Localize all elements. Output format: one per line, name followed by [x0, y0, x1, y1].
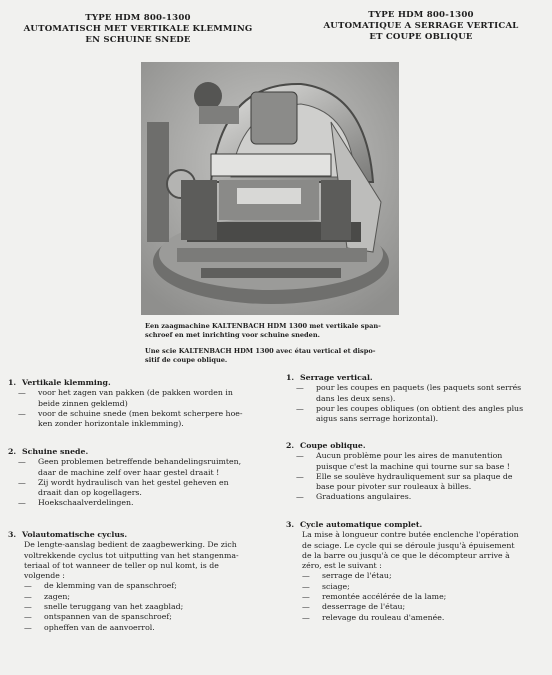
list-item — [302, 582, 550, 592]
list-item — [24, 581, 266, 591]
intro-line: teriaal of tot wanneer de teller op nul komt, is de — [24, 560, 219, 570]
item-line: dans les deux sens). — [316, 393, 396, 403]
item-line: Geen problemen betreffende behandelingsruimten, — [38, 457, 242, 467]
item-text: opheffen van de aanvoerrol. — [44, 622, 155, 632]
dash-marker: — — [302, 602, 310, 612]
dash-marker: — — [302, 581, 310, 591]
item-line: puisque c'est la machine qui tourne sur sa base ! — [316, 461, 510, 471]
dash-marker: — — [24, 581, 32, 591]
title-line: AUTOMATISCH MET VERTIKALE KLEMMING — [23, 24, 253, 34]
list-item — [302, 571, 550, 581]
dash-marker: — — [24, 591, 32, 601]
item-line: voor de schuine snede (men bekomt scherpere hoe- — [38, 408, 243, 418]
intro-line: voltrekkende cyclus tot uitputting van het stangenma- — [24, 550, 239, 560]
item-text: relevage du rouleau d'amenée. — [322, 612, 445, 622]
section-heading — [8, 447, 266, 457]
item-text: desserrage de l'étau; — [322, 602, 406, 612]
list-item — [24, 612, 266, 622]
section-heading — [8, 530, 266, 540]
saw-machine-illustration — [141, 62, 399, 315]
item-line: pour les coupes en paquets (les paquets sont serrés — [316, 383, 522, 393]
title-line: AUTOMATIQUE A SERRAGE VERTICAL — [323, 21, 519, 31]
dash-marker: — — [18, 498, 26, 508]
section-coupe-oblique — [286, 441, 550, 503]
section-heading — [286, 520, 550, 530]
item-line: ken zonder horizontale inklemming). — [38, 419, 184, 429]
dash-marker: — — [24, 602, 32, 612]
list-item — [296, 472, 550, 493]
item-line: Graduations angulaires. — [316, 492, 412, 502]
section-title: Coupe oblique. — [300, 441, 366, 450]
item-line: aigus sans serrage horizontal). — [316, 414, 439, 424]
section-title: Volautomatische cyclus. — [22, 530, 128, 539]
intro-line: volgende : — [24, 571, 65, 581]
list-item — [296, 451, 550, 472]
section-number: 2. — [8, 447, 17, 456]
item-line: pour les coupes obliques (on obtient des angles plus — [316, 403, 524, 413]
section-title: Vertikale klemming. — [22, 378, 111, 387]
caption-line: Een zaagmachine KALTENBACH HDM 1300 met vertikale span- — [145, 322, 381, 330]
list-item — [296, 383, 550, 404]
item-text: de klemming van de spanschroef; — [44, 581, 177, 591]
dash-marker: — — [302, 571, 310, 581]
title-line: EN SCHUINE SNEDE — [85, 35, 191, 45]
title-line: ET COUPE OBLIQUE — [369, 32, 473, 42]
item-text: remontée accélérée de la lame; — [322, 592, 447, 602]
item-line: Hoekschaalverdelingen. — [38, 498, 134, 508]
section-heading — [286, 373, 550, 383]
dash-marker: — — [24, 622, 32, 632]
item-line: Zij wordt hydraulisch van het gestel geheven en — [38, 477, 229, 487]
section-vertikale-klemming — [8, 378, 266, 429]
section-title: Schuine snede. — [22, 447, 89, 456]
item-text: zagen; — [44, 591, 71, 601]
section-body — [8, 540, 266, 633]
photo-caption-dutch — [145, 322, 395, 339]
intro-line: De lengte-aanslag bedient de zaagbewerking. De zich — [24, 540, 237, 550]
section-title: Serrage vertical. — [300, 373, 373, 382]
item-line: daar de machine zelf over haar gestel draait ! — [38, 467, 220, 477]
item-text: ontspannen van de spanschroef; — [44, 612, 172, 622]
caption-line: sitif de coupe oblique. — [145, 355, 228, 364]
list-item — [302, 613, 550, 623]
section-volautomatische-cyclus — [8, 530, 266, 633]
list-item — [302, 602, 550, 612]
item-line: voor het zagen van pakken (de pakken worden in — [38, 388, 233, 398]
intro-line: La mise à longueur contre butée enclenche l'opération — [302, 530, 519, 540]
dash-marker: — — [18, 408, 26, 418]
list-item — [24, 623, 266, 633]
list-item — [18, 478, 266, 499]
item-text: sciage; — [322, 581, 350, 591]
dash-marker: — — [24, 612, 32, 622]
dash-marker: — — [302, 612, 310, 622]
dash-marker: — — [18, 388, 26, 398]
section-number: 1. — [286, 373, 295, 382]
caption-line: Une scie KALTENBACH HDM 1300 avec étau vertical et dispo- — [145, 347, 376, 355]
item-line: beide zinnen geklemd) — [38, 398, 128, 408]
list-item — [24, 602, 266, 612]
dash-marker: — — [296, 451, 304, 461]
list-item — [296, 404, 550, 425]
section-heading — [8, 378, 266, 388]
title-french — [290, 10, 552, 43]
section-title: Cycle automatique complet. — [300, 520, 423, 529]
dash-marker: — — [302, 592, 310, 602]
item-line: Elle se soulève hydrauliquement sur sa plaque de — [316, 471, 513, 481]
list-item — [18, 457, 266, 478]
list-item — [18, 498, 266, 508]
section-number: 1. — [8, 378, 17, 387]
section-serrage-vertical — [286, 373, 550, 424]
photo-caption-french — [145, 347, 395, 364]
section-number: 3. — [286, 520, 295, 529]
section-body — [286, 530, 550, 623]
section-cycle-automatique — [286, 520, 550, 623]
caption-line: schroef en met inrichting voor schuine sneden. — [145, 330, 320, 339]
title-line: TYPE HDM 800-1300 — [85, 13, 191, 23]
item-text: serrage de l'étau; — [322, 571, 392, 581]
item-line: base pour pivoter sur rouleaux à billes. — [316, 482, 472, 492]
section-schuine-snede — [8, 447, 266, 509]
dash-marker: — — [296, 403, 304, 413]
list-item — [18, 388, 266, 409]
dash-marker: — — [296, 383, 304, 393]
item-line: Aucun problème pour les aires de manutention — [316, 451, 503, 461]
dash-marker: — — [296, 492, 304, 502]
machine-photo — [141, 62, 399, 315]
list-item — [24, 592, 266, 602]
dash-marker: — — [18, 477, 26, 487]
section-number: 3. — [8, 530, 17, 539]
intro-line: de sciage. Le cycle qui se déroule jusqu'à épuisement — [302, 540, 515, 550]
intro-line: zéro, est le suivant : — [302, 561, 382, 571]
item-line: draait dan op kogellagers. — [38, 488, 142, 498]
list-item — [296, 492, 550, 502]
item-text: snelle teruggang van het zaagblad; — [44, 602, 184, 612]
list-item — [302, 592, 550, 602]
list-item — [18, 409, 266, 430]
dash-marker: — — [18, 457, 26, 467]
section-number: 2. — [286, 441, 295, 450]
dash-marker: — — [296, 471, 304, 481]
intro-line: de la barre ou jusqu'à ce que le décompteur arrive à — [302, 550, 510, 560]
title-dutch — [0, 13, 276, 46]
section-heading — [286, 441, 550, 451]
title-line: TYPE HDM 800-1300 — [368, 10, 474, 20]
